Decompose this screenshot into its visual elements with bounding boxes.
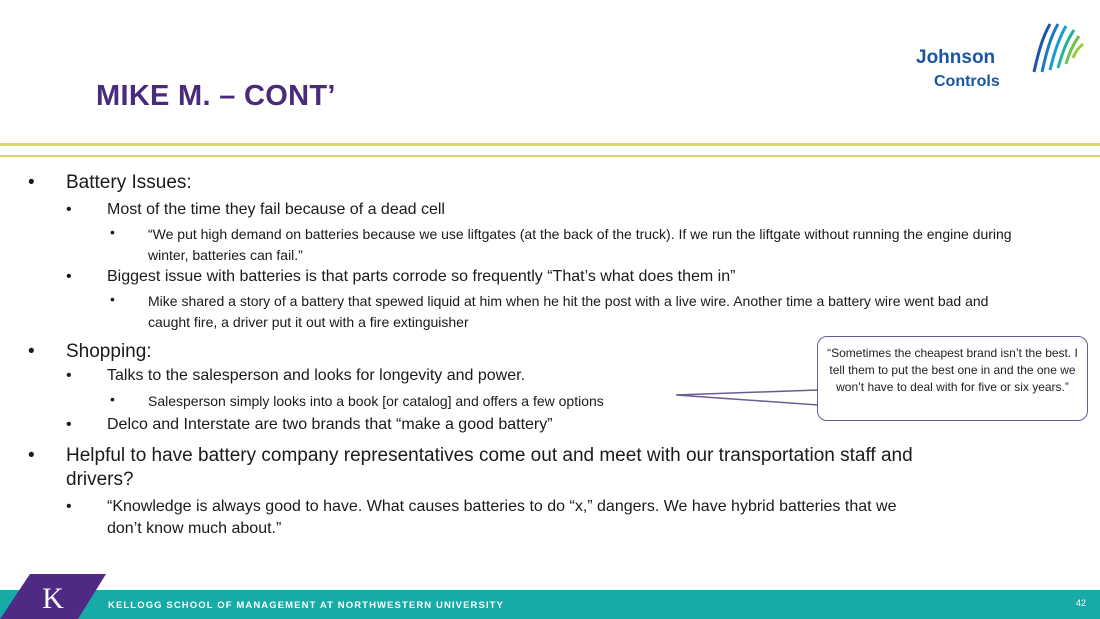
footer-text: KELLOGG SCHOOL OF MANAGEMENT AT NORTHWESTERN UNIVERSITY — [108, 600, 504, 611]
logo-line1: Johnson — [916, 47, 996, 68]
logo-line2: Controls — [934, 73, 1000, 90]
bullet-text: “We put high demand on batteries because we use liftgates (at the back of the truck). If we run the liftgate without running the engine during winter, batteries can fail.” — [148, 226, 1012, 263]
footer-bar — [0, 590, 1100, 619]
slide-title: MIKE M. – CONT’ — [96, 80, 336, 112]
bullet-marker: • — [110, 224, 115, 240]
bullet-marker: • — [110, 291, 115, 307]
bullet-marker: • — [28, 445, 35, 466]
quote-callout — [817, 336, 1088, 421]
bullet-marker: • — [28, 172, 35, 193]
bullet-marker: • — [66, 498, 72, 515]
bullet-text-line1: “Knowledge is always good to have. What causes batteries to do “x,” dangers. We have hybrid batteries that we — [107, 498, 897, 515]
header-rule-top — [0, 143, 1100, 146]
bullet-text: Salesperson simply looks into a book [or catalog] and offers a few options — [148, 393, 604, 409]
k-letter: K — [42, 582, 64, 615]
bullet-text: Delco and Interstate are two brands that “make a good battery” — [107, 416, 553, 433]
callout-text: “Sometimes the cheapest brand isn’t the best. I tell them to put the best one in and the one we won’t have to deal with for five or six years.” — [827, 346, 1078, 394]
bullet-text: Shopping: — [66, 341, 152, 362]
logo-mark-icon — [1028, 22, 1084, 74]
bullet-text: Mike shared a story of a battery that spewed liquid at him when he hit the post with a live wire. Another time a battery wire went bad and caught fire, a driver put it out with a fire extinguisher — [148, 293, 989, 330]
bullet-marker: • — [28, 341, 35, 362]
bullet-marker: • — [66, 416, 72, 433]
bullet-marker: • — [66, 367, 72, 384]
kellogg-k-logo — [0, 574, 108, 619]
header-rule-bottom — [0, 155, 1100, 157]
johnson-controls-logo — [916, 22, 1086, 97]
bullet-text-line1: Helpful to have battery company representatives come out and meet with our transportation staff and — [66, 445, 913, 466]
page-number: 42 — [1075, 598, 1086, 608]
bullet-marker: • — [66, 201, 72, 218]
bullet-marker: • — [110, 391, 115, 407]
bullet-text: Battery Issues: — [66, 172, 192, 193]
bullet-text-line2: drivers? — [66, 469, 134, 490]
bullet-text-line2: don’t know much about.” — [107, 520, 282, 537]
bullet-text: Most of the time they fail because of a dead cell — [107, 201, 445, 218]
bullet-marker: • — [66, 268, 72, 285]
bullet-text: Biggest issue with batteries is that parts corrode so frequently “That’s what does them in” — [107, 268, 736, 285]
bullet-text: Talks to the salesperson and looks for longevity and power. — [107, 367, 526, 384]
